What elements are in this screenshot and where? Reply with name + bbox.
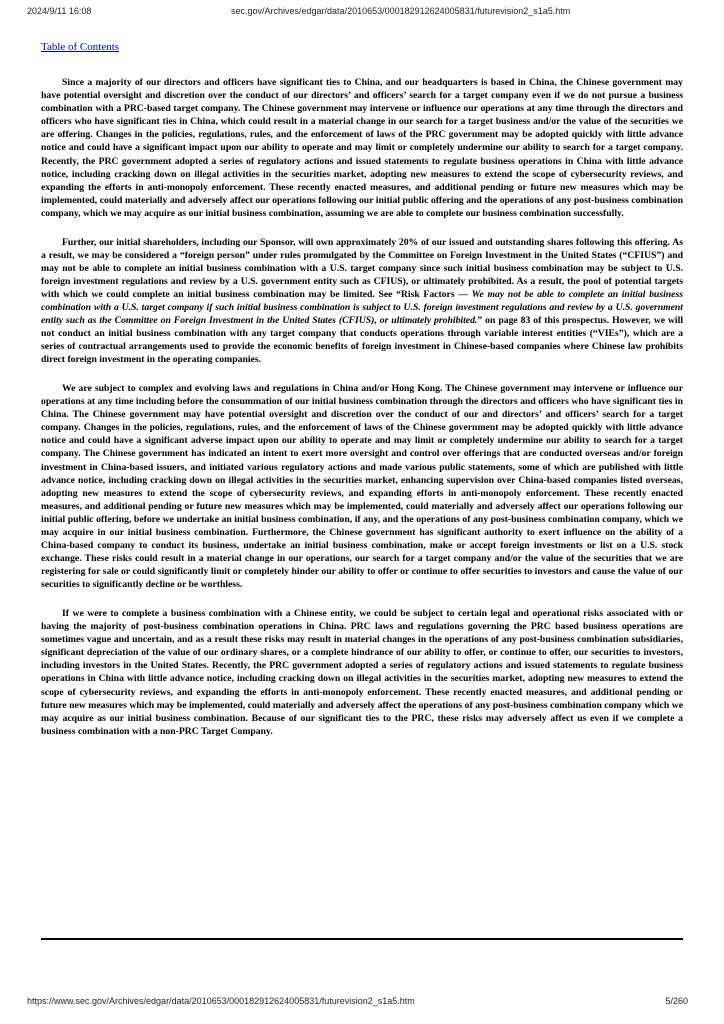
- paragraph-laws-regulations: We are subject to complex and evolving laws and regulations in China and/or Hong Kong. The Chinese government may intervene or influence our operations at any time including before the consummation of our initial business combination through the directors and officers who have significant ties in China. The Chinese government may have potential oversight and discretion over the conduct of our and directors’ and officers’ search for a target company. Changes in the policies, regulations, rules, and the enforcement of laws of the Chinese government may be adopted quickly with little advance notice and could have a significant adverse impact upon our ability to operate and may limit or completely undermine our ability to search for a target company. The Chinese government has indicated an intent to exert more oversight and control over offerings that are conducted overseas and/or foreign investment in China-based issuers, and initiated various regulatory actions and made various public statements, some of which are published with little advance notice, including cracking down on illegal activities in the securities market, enhancing supervision over China-based companies listed overseas, adopting new measures to extend the scope of cybersecurity reviews, and expanding efforts in anti-monopoly enforcement. These recently enacted measures, and additional pending or future new measures which may be implemented, could materially and adversely affect our operations following our initial public offering, before we undertake an initial business combination, if any, and the operations of any post-business combination company, which we may acquire in our initial business combination. Furthermore, the Chinese government has significant authority to exert influence on the ability of a China-based company to conduct its business, undertake an initial business combination, make or accept foreign investments or list on a U.S. stock exchange. These risks could result in a material change in our operations, our search for a target company and/or the value of the securities that we are registering for sale or could significantly limit or completely hinder our ability to offer or continue to offer securities to investors and cause the value of our securities to significantly decline or be worthless.: [41, 382, 683, 591]
- risk-factor-title-reference: We may not be able to complete an initial business combination with a U.S. target company if such initial business combination is subject to U.S. foreign investment regulations and review by a U.S. government entity such as the Committee on Foreign Investment in the United States (CFIUS), or ultimately prohibited.: [41, 288, 684, 327]
- paragraph-cfius-text-start: Further, our initial shareholders, including our Sponsor, will own approximately 20% of our issued and outstanding shares following this offering. As a result, we may be considered a “foreign person” under rules promulgated by the Committee on Foreign Investment in the United States (“CFIUS”) and may not be able to complete an initial business combination with a U.S. target company since such initial business combination may be subject to U.S. foreign investment regulations and review by a U.S. government entity such as CFIUS), or ultimately prohibited. As a result, the pool of potential targets with which we could complete an initial business combination may be limited. See “Risk Factors —: [41, 236, 683, 300]
- print-footer: [27, 996, 697, 1010]
- paragraph-cfius: [41, 236, 683, 367]
- page-number: 5/260: [665, 996, 688, 1006]
- document-body: [41, 76, 683, 738]
- print-header: [27, 6, 697, 20]
- table-of-contents-link[interactable]: Table of Contents: [41, 41, 120, 53]
- page-divider: [41, 938, 683, 940]
- print-footer-url: https://www.sec.gov/Archives/edgar/data/2010653/000182912624005831/futurevision2_s1a5.htm: [27, 996, 415, 1006]
- paragraph-china-ties: Since a majority of our directors and officers have significant ties to China, and our headquarters is based in China, the Chinese government may have potential oversight and discretion over the conduct of our directors’ and officers’ search for a target company even if we do not pursue a business combination with a PRC-based target company. The Chinese government may intervene or influence our operations at any time through the directors and officers who have significant ties in China, which could result in a material change in our search for a target business and/or the value of the securities we are offering. Changes in the policies, regulations, rules, and the enforcement of laws of the PRC government may be adopted quickly with little advance notice and could have a significant impact upon our ability to operate and may limit or completely undermine our ability to search for a target company. Recently, the PRC government adopted a series of regulatory actions and issued statements to regulate business operations in China with little advance notice, including cracking down on illegal activities in the securities market, adopting new measures to extend the scope of cybersecurity reviews, and expanding the efforts in anti-monopoly enforcement. These recently enacted measures, and additional pending or future new measures which may be implemented, could materially and adversely affect our operations following our initial public offering and the operations of any post-business combination company, which we may acquire as our initial business combination, assuming we are able to complete our business combination successfully.: [41, 77, 683, 219]
- print-header-url: sec.gov/Archives/edgar/data/2010653/000182912624005831/futurevision2_s1a5.htm: [231, 6, 571, 16]
- print-datetime: 2024/9/11 16:08: [27, 6, 92, 16]
- paragraph-chinese-entity: If we were to complete a business combination with a Chinese entity, we could be subject to certain legal and operational risks associated with or having the majority of post-business combination operations in China. PRC laws and regulations governing the PRC based business operations are sometimes vague and uncertain, and as a result these risks may result in material changes in the operations of any post-business combination subsidiaries, significant depreciation of the value of our ordinary shares, or a complete hindrance of our ability to offer, or continue to offer, our securities to investors, including investors in the United States. Recently, the PRC government adopted a series of regulatory actions and issued statements to regulate business operations in China with little advance notice, including cracking down on illegal activities in the securities market, adopting new measures to extend the scope of cybersecurity reviews, and expanding the efforts in anti-monopoly enforcement. These recently enacted measures, and additional pending or future new measures which may be implemented, could materially and adversely affect the operations of any post-business combination company which we may acquire as our initial business combination. Because of our significant ties to the PRC, these risks may adversely affect us even if we complete a business combination with a non-PRC Target Company.: [41, 607, 683, 737]
- paragraph-cfius-text-end: ” on page 83 of this prospectus. However, we will not conduct an initial business combination with any target company that conducts operations through variable interest entities (“VIEs”), which are a series of contractual arrangements used to provide the economic benefits of foreign investment in Chinese-based companies where Chinese law prohibits direct foreign investment in the operating companies.: [41, 315, 684, 366]
